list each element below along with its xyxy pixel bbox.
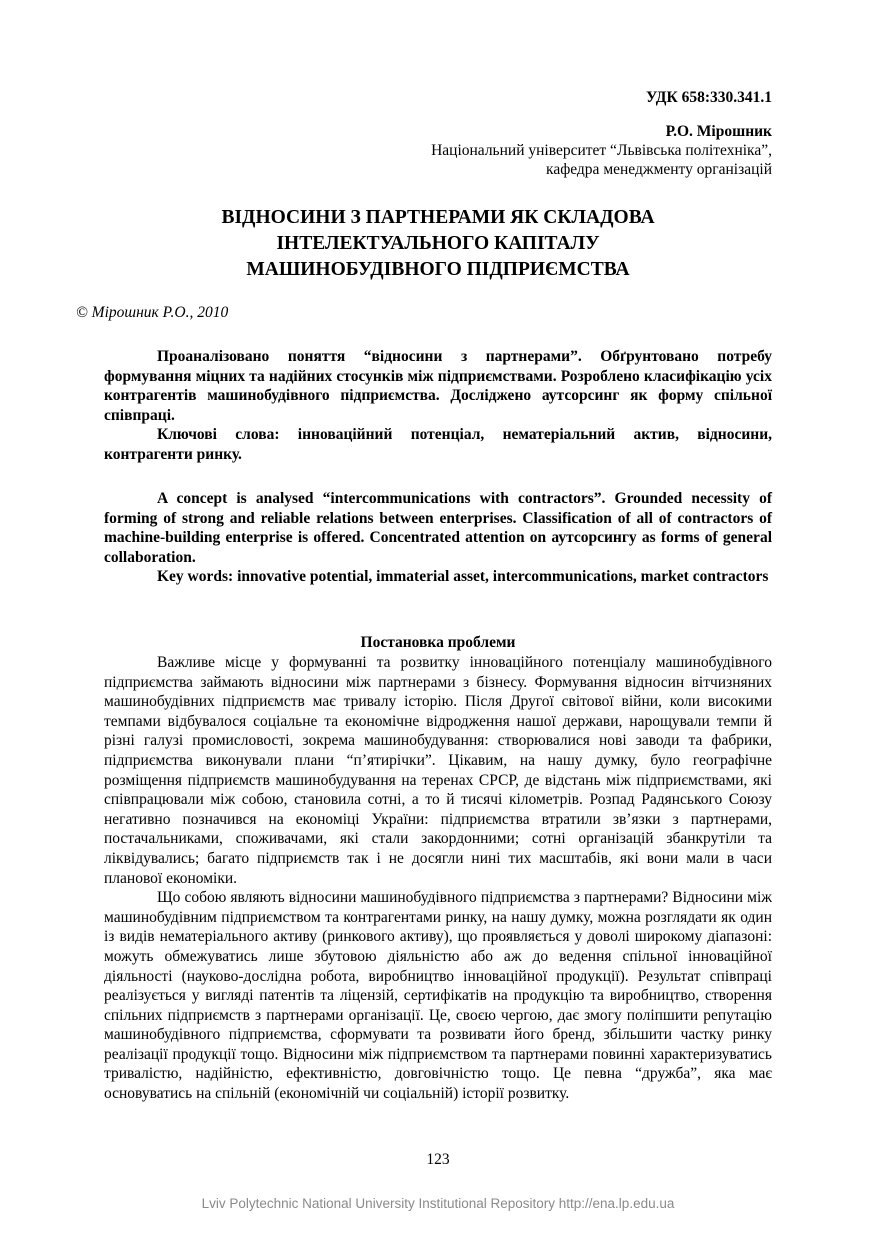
keywords: Ключові слова: інноваційний потенціал, нематеріальний актив, відносини, контрагенти ринку. <box>104 426 772 463</box>
title-line: ІНТЕЛЕКТУАЛЬНОГО КАПІТАЛУ <box>276 233 600 254</box>
section-body <box>104 653 772 1104</box>
article-title <box>100 205 776 283</box>
author-name: Р.О. Мірошник <box>665 123 772 140</box>
abstract-ukrainian <box>104 347 772 465</box>
author-department: кафедра менеджменту організацій <box>546 161 772 178</box>
author-affiliation: Національний університет “Львівська політехніка”, <box>431 142 772 159</box>
abstract-text: Проаналізовано поняття “відносини з партнерами”. Обґрунтовано потребу формування міцних та надійних стосунків між підприємствами. Розроблено класифікацію усіх контрагентів машинобудівного підприємства. Досліджено аутсорсинг як форму спільної співпраці. <box>104 348 772 424</box>
abstract-english <box>104 489 772 587</box>
title-line: МАШИНОБУДІВНОГО ПІДПРИЄМСТВА <box>246 259 630 280</box>
paragraph: Важливе місце у формуванні та розвитку інноваційного потенціалу машинобудівного підприємства займають відносини між партнерами з бізнесу. Формування відносин вітчизняних машинобудівних підприємств має тривалу історію. Після Другої світової війни, коли високими темпами відбувалося соціальне та економічне відродження нашої держави, нарощували темпи й різні галузі промисловості, зокрема машинобудування: створювалися нові заводи та фабрики, підприємства виконували плани “п’ятирічки”. Цікавим, на нашу думку, було географічне розміщення підприємств машинобудування на теренах СРСР, де відстань між підприємствами, які співпрацювали між собою, становила сотні, а то й тисячі кілометрів. Розпад Радянського Союзу негативно позначився на економіці України: підприємства втратили зв’язки з партнерами, постачальниками, споживачами, які стали закордонними; сотні організацій збанкрутіли та ліквідувались; багато підприємств так і не досягли нині тих масштабів, які вони мали в часи планової економіки. <box>104 654 772 887</box>
repository-footer: Lviv Polytechnic National University Institutional Repository http://ena.lp.edu.ua <box>201 1196 675 1211</box>
abstract-text: A concept is analysed “intercommunications with contractors”. Grounded necessity of forming of strong and reliable relations between enterprises. Classification of all of contractors of machine-building enterprise is offered. Concentrated attention on аутсорсингу as forms of general collaboration. <box>104 490 772 566</box>
page-number: 123 <box>426 1151 450 1168</box>
keywords: Key words: innovative potential, immaterial asset, intercommunications, market contractors <box>157 568 769 586</box>
title-line: ВІДНОСИНИ З ПАРТНЕРАМИ ЯК СКЛАДОВА <box>221 207 655 228</box>
udk-code: УДК 658:330.341.1 <box>646 89 772 106</box>
copyright: © Мірошник Р.О., 2010 <box>76 304 229 321</box>
paragraph: Що собою являють відносини машинобудівного підприємства з партнерами? Відносини між машинобудівним підприємством та контрагентами ринку, на нашу думку, можна розглядати як один із видів нематеріального активу (ринкового активу), що проявляється у доволі широкому діапазоні: можуть обмежуватись лише збутовою діяльністю або аж до ведення спільної інноваційної діяльності (науково-дослідна робота, виробництво інноваційної продукції). Результат співпраці реалізується у вигляді патентів та ліцензій, сертифікатів на продукцію та виробництво, створення спільних підприємств з партнерами організації. Це, своєю чергою, дає змогу поліпшити репутацію машинобудівного підприємства, сформувати та розвивати його бренд, збільшити частку ринку реалізації продукції тощо. Відносини між підприємством та партнерами повинні характеризуватись тривалістю, надійністю, ефективністю, довговічністю тощо. Це певна “дружба”, яка має основуватись на спільній (економічній чи соціальній) історії розвитку. <box>104 889 772 1103</box>
author-block <box>431 122 772 179</box>
section-heading: Постановка проблеми <box>360 634 516 651</box>
